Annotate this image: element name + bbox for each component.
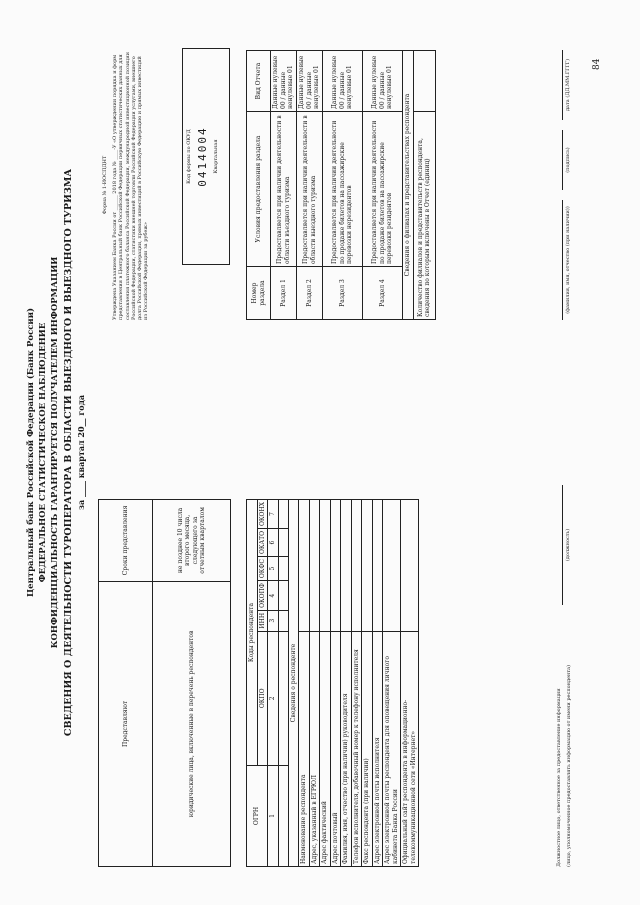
info-row-label: Фамилия, имя, отчество (при наличии) руководителя (341, 631, 352, 866)
presenters-table (98, 499, 231, 867)
section-kind[interactable]: Данные нулевые 00 / данные ненулевые 01 (363, 51, 403, 112)
codes-header-okopf: ОКОПФ (257, 581, 268, 611)
info-row-value[interactable] (372, 500, 383, 632)
codes-num: 3 (268, 610, 279, 631)
codes-cell[interactable] (278, 557, 288, 581)
sections-table (246, 50, 436, 320)
info-row-label: Адрес фактический (320, 631, 331, 866)
name-caption: (фамилия, имя, отчество (при наличии)) (565, 206, 571, 314)
codes-num: 5 (268, 557, 279, 581)
sections-header-cond: Условия предоставления раздела (247, 112, 271, 267)
codes-group-label: Коды респондента (247, 500, 258, 766)
info-row-value[interactable] (383, 500, 401, 632)
sections-header-num: Номер раздела (247, 267, 271, 320)
section-num: Раздел 4 (363, 267, 403, 320)
section-kind[interactable]: Данные нулевые 00 / данные ненулевые 01 (271, 51, 297, 112)
date-line[interactable] (562, 50, 563, 120)
okud-code: 0414004 (196, 126, 210, 187)
page-number: 84 (592, 58, 602, 70)
branches-section-label: Сведения о филиалах и представительствах респондента (403, 51, 414, 320)
codes-header-okpo: ОКПО (257, 631, 268, 765)
codes-cell[interactable] (278, 766, 288, 867)
codes-header-inn: ИНН (257, 610, 268, 631)
section-num: Раздел 1 (271, 267, 297, 320)
sign-line[interactable] (562, 130, 563, 190)
branches-count-value[interactable] (413, 51, 435, 112)
codes-cell[interactable] (278, 500, 288, 529)
info-row-value[interactable] (351, 500, 362, 632)
info-row-label: Наименование респондента (299, 631, 310, 866)
info-row-value[interactable] (341, 500, 352, 632)
section-condition: Предоставляется при наличии деятельности по продаже билетов на пассажирские перевозки резидентов (363, 112, 403, 267)
codes-cell[interactable] (278, 610, 288, 631)
codes-cell[interactable] (278, 631, 288, 765)
terms-value: не позднее 10 числа второго месяца, следующего за отчетным кварталом (153, 500, 231, 582)
name-line[interactable] (562, 200, 563, 320)
codes-num: 4 (268, 581, 279, 611)
info-row-label: Адрес почтовый (330, 631, 341, 866)
report-period: за ____ квартал 20__ года (76, 394, 86, 511)
codes-cell[interactable] (278, 529, 288, 557)
info-row-label: Адрес электронной почты респондента для оповещения личного кабинета Банка России (383, 631, 401, 866)
info-row-value[interactable] (330, 500, 341, 632)
official-label: Должностное лицо, ответственное за предоставление информации (556, 688, 562, 867)
respondent-section-label: Сведения о респонденте (288, 500, 299, 867)
info-row-value[interactable] (401, 500, 419, 632)
codes-header-ogrn: ОГРН (247, 766, 268, 867)
codes-cell[interactable] (278, 581, 288, 611)
date-caption: дата (ДД.ММ.ГГГГ) (565, 58, 571, 112)
respondent-codes-table (246, 499, 419, 867)
presenters-value: юридические лица, включенные в перечень респондентов (153, 581, 231, 866)
approval-text: Утверждена Указанием Банка России от ______ 2018 года № ____-У «О утверждении порядка и форм представления в Центральный банк Российской Федерации первичных статистических данных для составления платежного баланса Российской Федерации, международной инвестиционной позиции Российской Федерации, статистики внешней торговли Российской Федерации услугами, внешнего долга Российской Федерации, прямых инвестиций в Российскую Федерацию и прямых инвестиций из Российской Федерации за рубеж» (112, 52, 150, 320)
position-caption: (должность) (565, 528, 571, 562)
info-row-value[interactable] (309, 500, 320, 632)
col-terms: Сроки представления (99, 500, 153, 582)
section-num: Раздел 3 (323, 267, 363, 320)
codes-num: 6 (268, 529, 279, 557)
section-kind[interactable]: Данные нулевые 00 / данные ненулевые 01 (297, 51, 323, 112)
info-row-label: Факс респондента (при наличии) (362, 631, 373, 866)
okud-label: Код формы по ОКУД (186, 129, 192, 184)
info-row-value[interactable] (299, 500, 310, 632)
codes-num: 1 (268, 766, 279, 867)
info-row-label: Адрес электронной почты исполнителя (372, 631, 383, 866)
col-presented: Представляют (99, 581, 153, 866)
form-number: Форма № 1-ИОСПДНТ (102, 155, 108, 215)
info-row-value[interactable] (320, 500, 331, 632)
codes-header-okfs: ОКФС (257, 557, 268, 581)
bank-name: Центральный банк Российской Федерации (Банк России) (26, 307, 36, 598)
codes-header-okato: ОКАТО (257, 529, 268, 557)
section-kind[interactable]: Данные нулевые 00 / данные ненулевые 01 (323, 51, 363, 112)
form-title: СВЕДЕНИЯ О ДЕЯТЕЛЬНОСТИ ТУРОПЕРАТОРА В ОБЛАСТИ ВЫЕЗДНОГО И ВЫЕЗДНОГО ТУРИЗМА (63, 168, 74, 737)
official-sublabel: (лицо, уполномоченное предоставлять информацию от имени респондента) (566, 664, 572, 867)
codes-num: 2 (268, 631, 279, 765)
section-condition: Предоставляется при наличии деятельности в области выездного туризма (297, 112, 323, 267)
section-num: Раздел 2 (297, 267, 323, 320)
sign-caption: (подпись) (565, 147, 571, 173)
confidential-label: КОНФИДЕНЦИАЛЬНОСТЬ ГАРАНТИРУЕТСЯ ПОЛУЧАТЕЛЕМ ИНФОРМАЦИИ (50, 256, 60, 649)
okud-box (182, 48, 230, 265)
info-row-label: Адрес, указанный в ЕГРЮЛ (309, 631, 320, 866)
branches-count-label: Количество филиалов и представительств респондента, сведения по которым включены в Отчет (единиц) (413, 112, 435, 320)
position-line[interactable] (562, 485, 563, 605)
section-condition: Предоставляется при наличии деятельности в области въездного туризма (271, 112, 297, 267)
section-condition: Предоставляется при наличии деятельности по продаже билетов на пассажирские перевозки нерезидентов (323, 112, 363, 267)
sections-header-kind: Вид Отчета (247, 51, 271, 112)
info-row-value[interactable] (362, 500, 373, 632)
codes-num: 7 (268, 500, 279, 529)
periodicity: Квартальная (213, 139, 219, 174)
observation-label: ФЕДЕРАЛЬНОЕ СТАТИСТИЧЕСКОЕ НАБЛЮДЕНИЕ (38, 322, 48, 583)
info-row-label: Телефон исполнителя, добавочный номер к телефону исполнителя (351, 631, 362, 866)
info-row-label: Официальный сайт респондента в информационно-телекоммуникационной сети «Интернет» (401, 631, 419, 866)
codes-header-okonh: ОКОНХ (257, 500, 268, 529)
